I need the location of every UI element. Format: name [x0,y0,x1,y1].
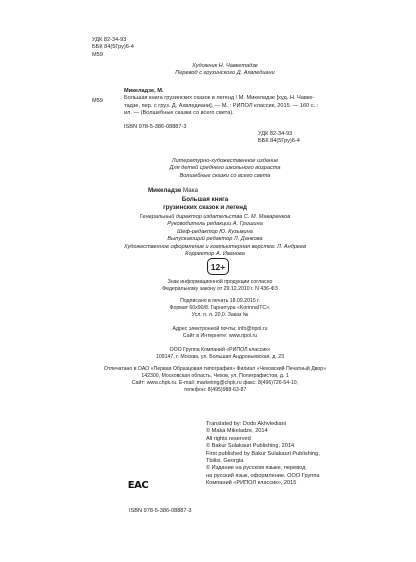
genre-line-2: Для детей среднего школьного возраста [169,165,281,172]
catalog-isbn: ISBN 978-5-386-08887-3 [124,123,187,130]
catalog-card [124,88,324,131]
copyright-first-published: First published by Bakur Sulakauri Publishing, [206,450,320,457]
credits-top [130,63,320,78]
eac-mark-text: ЕАС [127,479,149,491]
staff-general-director: Генеральный директор издательства С. М. Макаренков [139,214,291,220]
translator-credit: Перевод с грузинского Д. Ахвледиани [175,70,275,77]
publisher [110,347,330,361]
printer-line-3: Сайт: www.chpk.ru. E-mail: marketing@chpk.ru факс: 8(496)726-54-10, [131,380,299,386]
catalog-line-2: тадзе, пер. с груз. Д. Ахвледиани]. — М. : РИПОЛ классик, 2015. — 160 с. : [124,102,319,109]
genre-block [130,158,320,180]
copyright-location: Tbilisi, Georgia [206,458,244,465]
book-author-surname: Микеладзе [148,187,182,194]
catalog-author: Микеладзе, М. [124,88,164,94]
publisher-name: ООО Группа Компаний «РИПОЛ классик» [169,347,271,353]
book-author [148,187,198,195]
contact-email: Адрес электронной почты: info@ripol.ru [172,326,268,332]
print-line-2: Формат 60х90/8. Гарнитура «KorinnaITC». [169,305,271,311]
catalog-line-1: Большая книга грузинских сказок и легенд / М. Микеладзе [худ. Н. Чавке- [124,95,315,102]
law-line-1: Знак информационной продукции согласно [167,279,273,285]
top-codes [92,37,134,59]
contacts [130,326,310,340]
copyright-publisher: © Bakur Sulakauri Publishing, 2014 [206,443,295,450]
print-line-1: Подписано в печать 18.09.2015 г. [180,298,260,304]
publisher-address: 109147, г. Москва, ул. Большая Андроньевская, д. 23 [155,354,285,360]
eac-certification-mark [129,476,147,494]
staff-list [100,214,330,258]
age-rating-badge: 12+ [207,258,229,275]
contact-site: Сайт в Интернете: www.ripol.ru [182,333,258,339]
catalog-bbk: ББК 84(5Гру)6-4 [258,138,300,145]
printer-info [60,366,370,394]
printer-line-4: телефон: 8(495)988-63-87 [183,387,247,393]
illustrator-credit: Художник Н. Чавкетадзе [192,63,258,69]
law-note [130,279,310,293]
catalog-line-3: ил. — (Волшебные сказки со всего света). [124,110,234,117]
staff-chief-editor: Шеф-редактор Ю. Кузьмина [177,228,253,235]
copyright-rights: All rights reserved [206,435,251,442]
copyright-russian-2: на русский язык, оформление. ООО Группа [206,472,320,479]
copyright-russian-1: © Издание на русском языке, перевод [206,465,306,472]
udk-code: УДК 82-34-93 [92,37,127,43]
genre-line-1: Литературно-художественное издание [171,158,279,164]
catalog-mark: М59 [92,98,103,104]
staff-layout: Художественное оформление и компьютерная верстка: Л. Андреев [123,243,307,250]
print-info [130,298,310,319]
staff-head-editor: Руководитель редакции А. Гришина [167,221,263,228]
printer-line-1: Отпечатано в ОАО «Первая Образцовая типография» Филиал «Чеховский Печатный Двор» [103,366,327,372]
isbn-bottom: ISBN 978-5-386-08887-3 [129,508,192,514]
law-line-2: Федеральному закону от 29.12.2010 г. N 436-ФЗ [162,286,278,292]
catalog-codes [258,131,324,146]
book-title [150,196,260,212]
bbk-code: ББК 84(5Гру)6-4 [92,44,134,51]
print-line-3: Усл. п. л. 20,0. Заказ № [191,312,249,318]
copyright-block [206,421,346,488]
copyright-translated: Translated by: Dodo Akhvlediani [206,421,287,427]
staff-proofreader: Корректор А. Иванова [185,251,245,258]
staff-managing-editor: Выпускающий редактор Л. Данкова [167,236,263,243]
book-author-name: Мака [181,187,198,194]
book-title-line-2: грузинских сказок и легенд [163,204,247,211]
genre-line-3: Волшебные сказки со всего света [179,172,271,179]
catalog-udk: УДК 82-34-93 [258,131,293,137]
copyright-author: © Maka Mikeladze, 2014 [206,428,268,435]
printer-line-2: 142300, Московская область, Чехов, ул. Полиграфистов, д. 1 [141,373,289,379]
copyright-russian-3: Компаний «РИПОЛ классик», 2015 [206,480,297,487]
book-title-line-1: Большая книга [181,196,229,203]
author-mark: М59 [92,51,103,58]
